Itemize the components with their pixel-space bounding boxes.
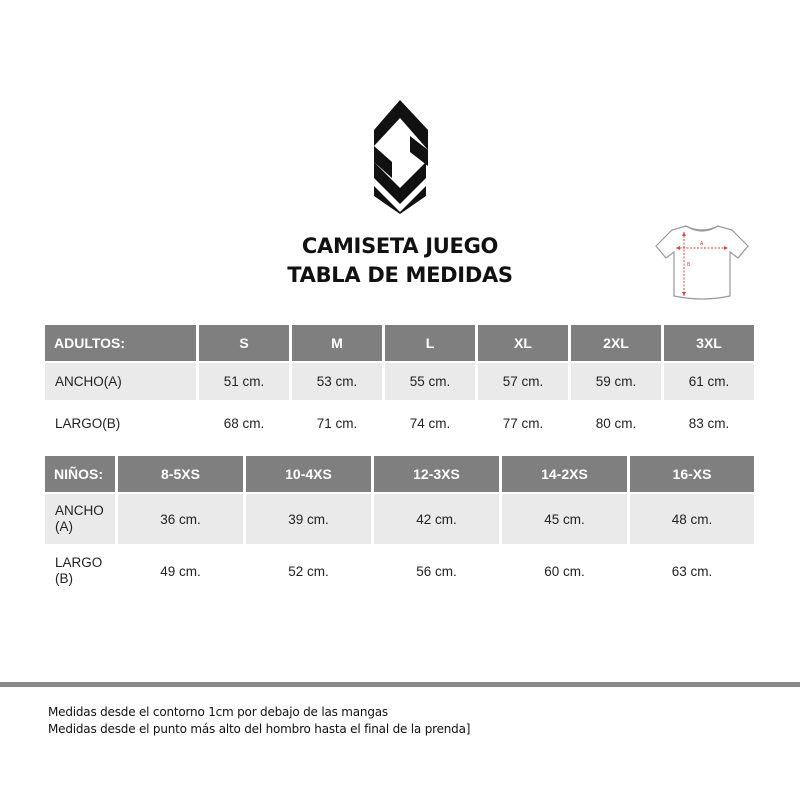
- page-title: [200, 232, 600, 290]
- size-header: M: [289, 325, 382, 361]
- adults-size-table: [45, 325, 754, 446]
- adults-header-row: [45, 325, 754, 361]
- size-header: S: [196, 325, 289, 361]
- size-header: XL: [475, 325, 568, 361]
- table-cell: 55 cm.: [382, 363, 475, 400]
- table-cell: 39 cm.: [243, 494, 371, 544]
- table-row: [45, 494, 754, 544]
- note-line: Medidas desde el punto más alto del hombro hasta el final de la prenda]: [48, 722, 471, 736]
- label-a: A: [700, 241, 704, 247]
- table-cell: 63 cm.: [627, 544, 754, 598]
- row-label: LARGO(B): [55, 415, 121, 431]
- size-header: 14-2XS: [499, 456, 627, 492]
- title-line-1: CAMISETA JUEGO: [301, 234, 499, 258]
- table-cell: 53 cm.: [289, 363, 382, 400]
- row-label: ANCHO(A): [45, 363, 196, 400]
- measurement-notes: [48, 704, 768, 738]
- table-cell: 71 cm.: [289, 400, 382, 446]
- table-cell: 48 cm.: [627, 494, 754, 544]
- table-cell: 56 cm.: [371, 544, 499, 598]
- table-row: [45, 544, 754, 598]
- table-cell: 52 cm.: [243, 544, 371, 598]
- size-header: 3XL: [661, 325, 754, 361]
- table-cell: 51 cm.: [196, 363, 289, 400]
- size-header: 16-XS: [627, 456, 754, 492]
- note-line: Medidas desde el contorno 1cm por debajo de las mangas: [48, 705, 388, 719]
- row-label: [45, 494, 115, 544]
- tshirt-diagram: [652, 220, 752, 304]
- table-cell: 49 cm.: [115, 544, 243, 598]
- size-header: 10-4XS: [243, 456, 371, 492]
- kids-size-table: [45, 456, 754, 598]
- table-cell: 68 cm.: [196, 400, 289, 446]
- row-label-line: LARGO: [55, 555, 103, 570]
- table-row: [45, 363, 754, 400]
- table-cell: 57 cm.: [475, 363, 568, 400]
- row-label-line: (B): [55, 571, 73, 586]
- table-cell: 42 cm.: [371, 494, 499, 544]
- row-label-line: ANCHO: [55, 503, 104, 518]
- row-label-line: (A): [55, 519, 73, 534]
- row-label: [45, 544, 115, 598]
- size-header: 8-5XS: [115, 456, 243, 492]
- table-cell: 45 cm.: [499, 494, 627, 544]
- label-b: B: [687, 262, 691, 268]
- table-cell: 77 cm.: [475, 400, 568, 446]
- table-row: [45, 400, 754, 446]
- kids-header-label: NIÑOS:: [45, 456, 115, 492]
- size-header: 12-3XS: [371, 456, 499, 492]
- adults-header-label: ADULTOS:: [45, 325, 196, 361]
- size-header: L: [382, 325, 475, 361]
- brand-logo: [370, 100, 430, 214]
- table-cell: 83 cm.: [661, 400, 754, 446]
- table-cell: 59 cm.: [568, 363, 661, 400]
- table-cell: 36 cm.: [115, 494, 243, 544]
- table-cell: 61 cm.: [661, 363, 754, 400]
- table-cell: 60 cm.: [499, 544, 627, 598]
- table-cell: 80 cm.: [568, 400, 661, 446]
- footer-divider: [0, 682, 800, 687]
- kids-header-row: [45, 456, 754, 492]
- title-line-2: TABLA DE MEDIDAS: [287, 263, 513, 287]
- table-cell: 74 cm.: [382, 400, 475, 446]
- size-header: 2XL: [568, 325, 661, 361]
